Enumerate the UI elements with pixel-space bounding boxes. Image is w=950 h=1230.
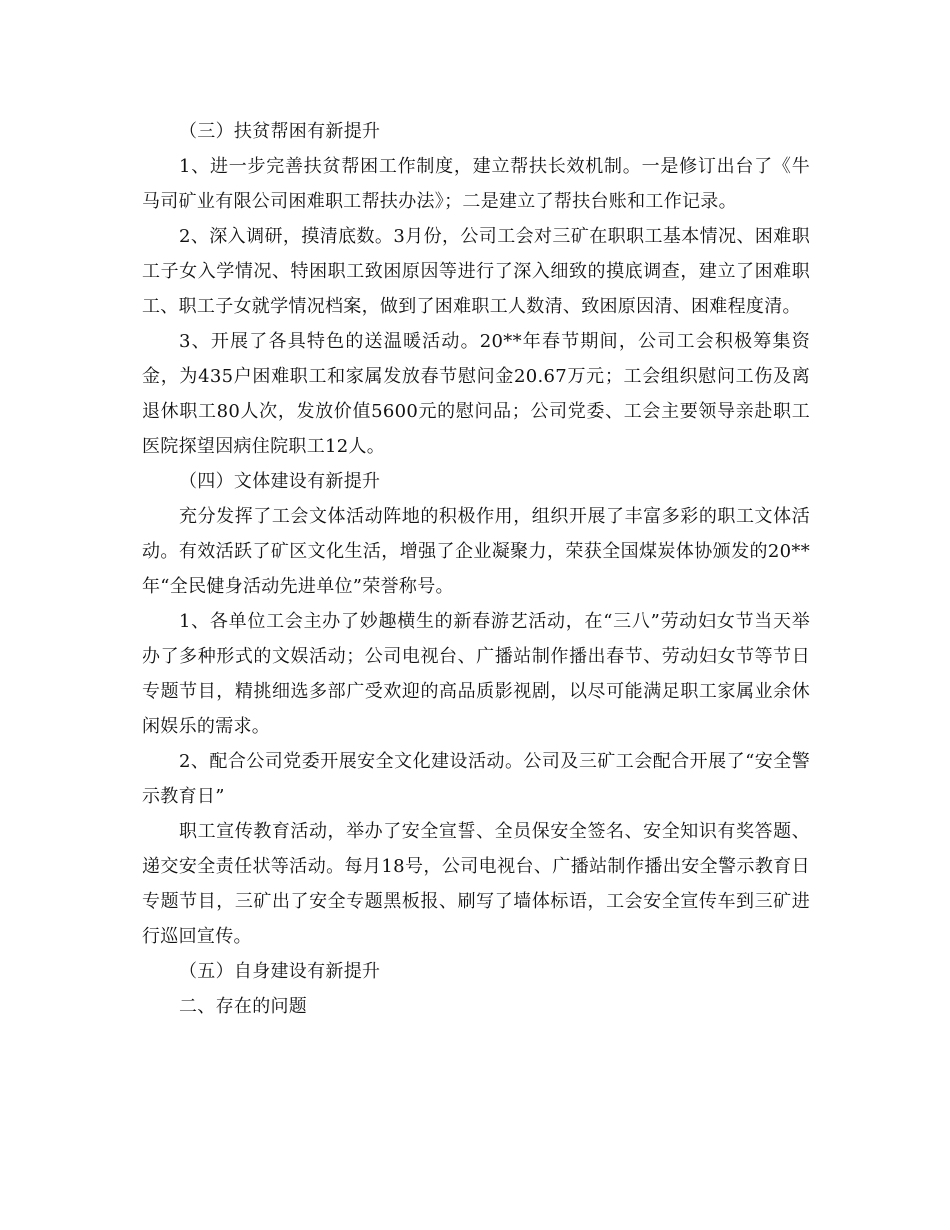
paragraph-spring-festival-activities: 1、各单位工会主办了妙趣横生的新春游艺活动，在“三八”劳动妇女节当天举办了多种形式的文娱活动；公司电视台、广播站制作播出春节、劳动妇女节等节日专题节目，精挑细选多部广受欢迎的高品质影视剧，以尽可能满足职工家属业余休闲娱乐的需求。 <box>142 611 810 737</box>
section-heading-self-building: （五）自身建设有新提升 <box>179 961 381 982</box>
paragraph-field-research: 2、深入调研，摸清底数。3月份，公司工会对三矿在职职工基本情况、困难职工子女入学情况、特困职工致困原因等进行了深入细致的摸底调查，建立了困难职工、职工子女就学情况档案，做到了困难职工人数清、致困原因清、困难程度清。 <box>142 226 810 317</box>
paragraph-safety-culture: 2、配合公司党委开展安全文化建设活动。公司及三矿工会配合开展了“安全警示教育日” <box>142 751 810 807</box>
section-heading-culture-sports: （四）文体建设有新提升 <box>179 471 381 492</box>
paragraph-warmth-activities: 3、开展了各具特色的送温暖活动。20**年春节期间，公司工会积极筹集资金，为435户困难职工和家属发放春节慰问金20.67万元；工会组织慰问工伤及离退休职工80人次，发放价值5600元的慰问品；公司党委、工会主要领导亲赴职工医院探望因病住院职工12人。 <box>142 331 810 457</box>
document-body <box>142 114 810 1024</box>
paragraph-safety-education: 职工宣传教育活动，举办了安全宣誓、全员保安全签名、安全知识有奖答题、递交安全责任状等活动。每月18号，公司电视台、广播站制作播出安全警示教育日专题节目，三矿出了安全专题黑板报、刷写了墙体标语，工会安全宣传车到三矿进行巡回宣传。 <box>142 821 810 947</box>
section-heading-existing-problems: 二、存在的问题 <box>179 996 308 1017</box>
section-heading-poverty-relief: （三）扶贫帮困有新提升 <box>179 121 381 142</box>
paragraph-culture-overview: 充分发挥了工会文体活动阵地的积极作用，组织开展了丰富多彩的职工文体活动。有效活跃了矿区文化生活，增强了企业凝聚力，荣获全国煤炭体协颁发的20**年“全民健身活动先进单位”荣誉称号。 <box>142 506 810 597</box>
paragraph-assistance-system: 1、进一步完善扶贫帮困工作制度，建立帮扶长效机制。一是修订出台了《牛马司矿业有限公司困难职工帮扶办法》；二是建立了帮扶台账和工作记录。 <box>142 156 810 212</box>
